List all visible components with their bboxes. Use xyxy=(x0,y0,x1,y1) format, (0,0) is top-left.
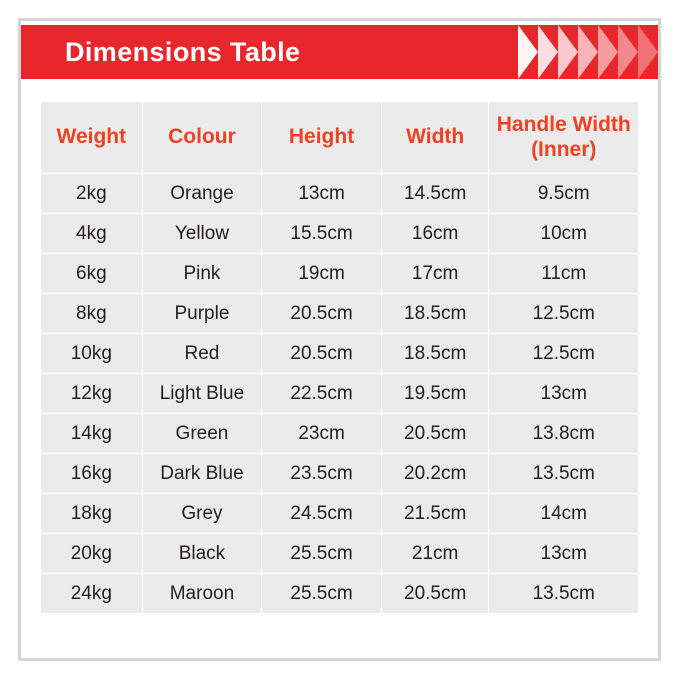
cell-width: 21.5cm xyxy=(381,494,489,534)
chevron-icon xyxy=(578,25,598,79)
dimensions-table xyxy=(40,101,639,614)
header-row xyxy=(41,102,639,174)
cell-colour: Red xyxy=(142,334,262,374)
cell-weight: 12kg xyxy=(41,374,143,414)
table-row xyxy=(41,214,639,254)
cell-colour: Grey xyxy=(142,494,262,534)
cell-height: 23.5cm xyxy=(262,454,382,494)
table-row xyxy=(41,374,639,414)
column-header-height: Height xyxy=(262,102,382,174)
table-row xyxy=(41,494,639,534)
cell-width: 20.5cm xyxy=(381,414,489,454)
content-frame xyxy=(18,18,661,661)
cell-colour: Light Blue xyxy=(142,374,262,414)
table-row xyxy=(41,534,639,574)
cell-height: 25.5cm xyxy=(262,534,382,574)
header-banner xyxy=(21,25,658,79)
table-row xyxy=(41,334,639,374)
cell-width: 19.5cm xyxy=(381,374,489,414)
table-header xyxy=(41,102,639,174)
cell-height: 25.5cm xyxy=(262,574,382,614)
cell-weight: 14kg xyxy=(41,414,143,454)
cell-handle-width: 13.5cm xyxy=(489,574,639,614)
cell-handle-width: 12.5cm xyxy=(489,334,639,374)
cell-width: 20.5cm xyxy=(381,574,489,614)
cell-handle-width: 13.8cm xyxy=(489,414,639,454)
column-header-colour: Colour xyxy=(142,102,262,174)
chevron-icon xyxy=(638,25,658,79)
column-header-width: Width xyxy=(381,102,489,174)
cell-weight: 20kg xyxy=(41,534,143,574)
cell-height: 20.5cm xyxy=(262,334,382,374)
cell-height: 20.5cm xyxy=(262,294,382,334)
chevron-icon xyxy=(598,25,618,79)
cell-height: 19cm xyxy=(262,254,382,294)
cell-handle-width: 14cm xyxy=(489,494,639,534)
cell-height: 23cm xyxy=(262,414,382,454)
table-row xyxy=(41,574,639,614)
cell-weight: 8kg xyxy=(41,294,143,334)
cell-width: 17cm xyxy=(381,254,489,294)
cell-colour: Orange xyxy=(142,174,262,214)
cell-weight: 24kg xyxy=(41,574,143,614)
table-body xyxy=(41,174,639,614)
cell-handle-width: 13.5cm xyxy=(489,454,639,494)
cell-colour: Dark Blue xyxy=(142,454,262,494)
cell-colour: Maroon xyxy=(142,574,262,614)
cell-handle-width: 10cm xyxy=(489,214,639,254)
cell-weight: 18kg xyxy=(41,494,143,534)
cell-handle-width: 13cm xyxy=(489,534,639,574)
cell-weight: 16kg xyxy=(41,454,143,494)
chevron-icon xyxy=(618,25,638,79)
cell-weight: 4kg xyxy=(41,214,143,254)
table-row xyxy=(41,174,639,214)
table-row xyxy=(41,454,639,494)
cell-width: 21cm xyxy=(381,534,489,574)
cell-colour: Purple xyxy=(142,294,262,334)
cell-handle-width: 11cm xyxy=(489,254,639,294)
table-row xyxy=(41,414,639,454)
cell-width: 16cm xyxy=(381,214,489,254)
page-title: Dimensions Table xyxy=(65,36,301,67)
cell-handle-width: 13cm xyxy=(489,374,639,414)
cell-handle-width: 12.5cm xyxy=(489,294,639,334)
cell-width: 18.5cm xyxy=(381,334,489,374)
cell-colour: Yellow xyxy=(142,214,262,254)
cell-height: 22.5cm xyxy=(262,374,382,414)
cell-colour: Green xyxy=(142,414,262,454)
chevron-icon xyxy=(518,25,538,79)
column-header-weight: Weight xyxy=(41,102,143,174)
cell-weight: 10kg xyxy=(41,334,143,374)
table-row xyxy=(41,294,639,334)
cell-width: 18.5cm xyxy=(381,294,489,334)
table-row xyxy=(41,254,639,294)
chevron-decoration xyxy=(518,25,658,79)
chevron-icon xyxy=(558,25,578,79)
cell-weight: 6kg xyxy=(41,254,143,294)
cell-handle-width: 9.5cm xyxy=(489,174,639,214)
cell-width: 20.2cm xyxy=(381,454,489,494)
cell-colour: Black xyxy=(142,534,262,574)
cell-width: 14.5cm xyxy=(381,174,489,214)
cell-height: 15.5cm xyxy=(262,214,382,254)
dimensions-table-wrapper xyxy=(40,101,639,628)
cell-colour: Pink xyxy=(142,254,262,294)
chevron-icon xyxy=(538,25,558,79)
cell-height: 13cm xyxy=(262,174,382,214)
column-header-handle-width: Handle Width (Inner) xyxy=(489,102,639,174)
cell-height: 24.5cm xyxy=(262,494,382,534)
cell-weight: 2kg xyxy=(41,174,143,214)
